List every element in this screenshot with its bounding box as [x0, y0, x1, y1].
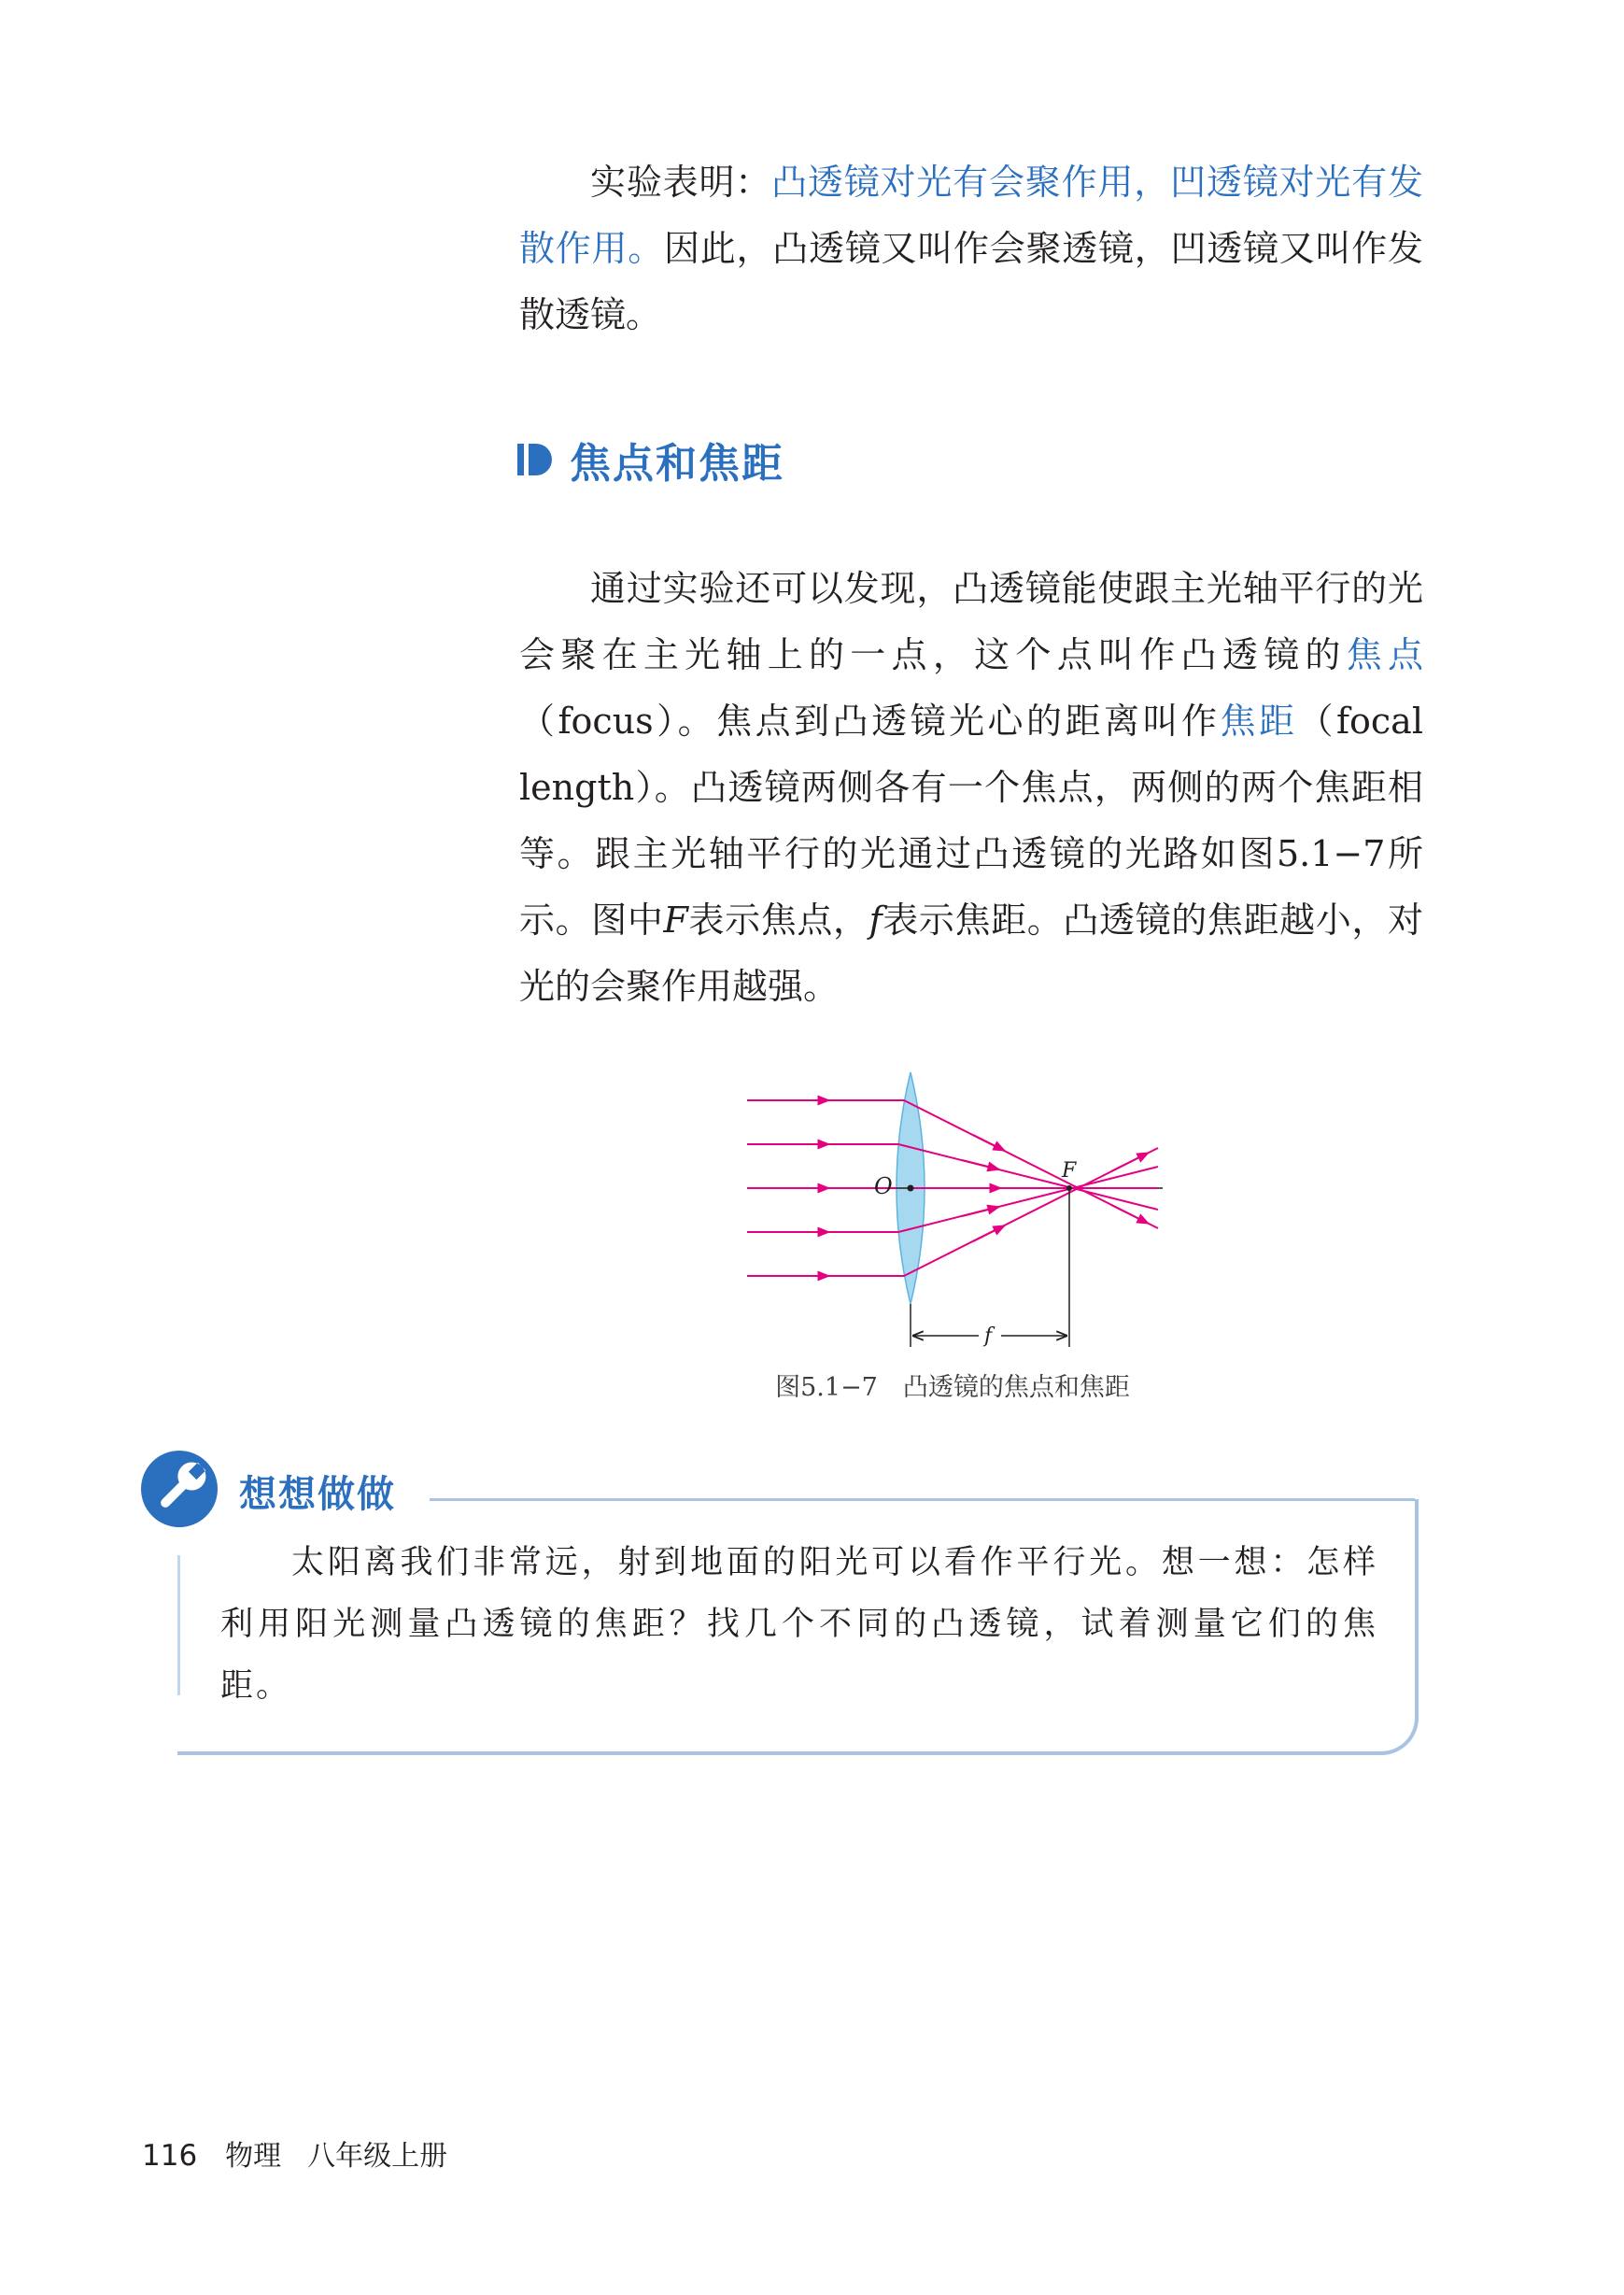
activity-text	[220, 1532, 1378, 1717]
focus-text-4: 表示焦点，	[687, 900, 869, 941]
incident-ray-arrows	[784, 1100, 829, 1276]
focus-text-3: （focal length）。凸透镜两侧各有一个焦点，两侧的两个焦距相等。跟主光轴平行的光通过凸透镜的光路如图5.1−7所示。图中	[519, 701, 1423, 941]
wrench-icon	[140, 1450, 219, 1528]
label-f: f	[984, 1325, 993, 1348]
conclusion-highlight: 凸透镜对光有会聚作用，凹透镜对光有发散作用。	[519, 162, 1423, 269]
label-F: F	[1062, 1159, 1077, 1183]
paragraph-conclusion	[519, 149, 1423, 348]
label-O: O	[874, 1173, 893, 1199]
optical-center-dot	[908, 1185, 914, 1192]
refracted-rays	[898, 1100, 1158, 1276]
section-marker-icon	[515, 440, 553, 479]
footer-grade: 八年级上册	[307, 2140, 448, 2173]
activity-body: 太阳离我们非常远，射到地面的阳光可以看作平行光。想一想：怎样利用阳光测量凸透镜的焦距？找几个不同的凸透镜，试着测量它们的焦距。	[220, 1544, 1378, 1705]
activity-title-rule	[430, 1498, 1415, 1501]
focus-text-2: （focus）。焦点到凸透镜光心的距离叫作	[519, 701, 1221, 742]
figure-caption: 图5.1−7 凸透镜的焦点和焦距	[775, 1373, 1130, 1402]
page-number: 116	[142, 2139, 198, 2173]
section-title: 焦点和焦距	[570, 440, 784, 488]
symbol-F: F	[663, 900, 688, 941]
focus-text-5: 表示焦距。凸透镜的焦距越小，对光的会聚作用越强。	[519, 900, 1423, 1007]
focus-text-1: 通过实验还可以发现，凸透镜能使跟主光轴平行的光会聚在主光轴上的一点，这个点叫作凸透镜的	[519, 568, 1423, 675]
term-focal-length: 焦距	[1220, 701, 1298, 742]
convex-lens-diagram	[728, 1055, 1177, 1364]
activity-box-left-edge	[177, 1555, 180, 1695]
paragraph-focus	[519, 556, 1423, 1020]
symbol-f: f	[868, 900, 883, 941]
conclusion-rest: 因此，凸透镜又叫作会聚透镜，凹透镜又叫作发散透镜。	[519, 228, 1423, 335]
footer-subject: 物理	[225, 2140, 282, 2173]
conclusion-lead: 实验表明：	[590, 162, 772, 203]
term-focus: 焦点	[1346, 634, 1423, 675]
section-heading	[515, 432, 784, 488]
activity-title: 想想做做	[239, 1473, 396, 1516]
page-footer	[142, 2132, 473, 2174]
